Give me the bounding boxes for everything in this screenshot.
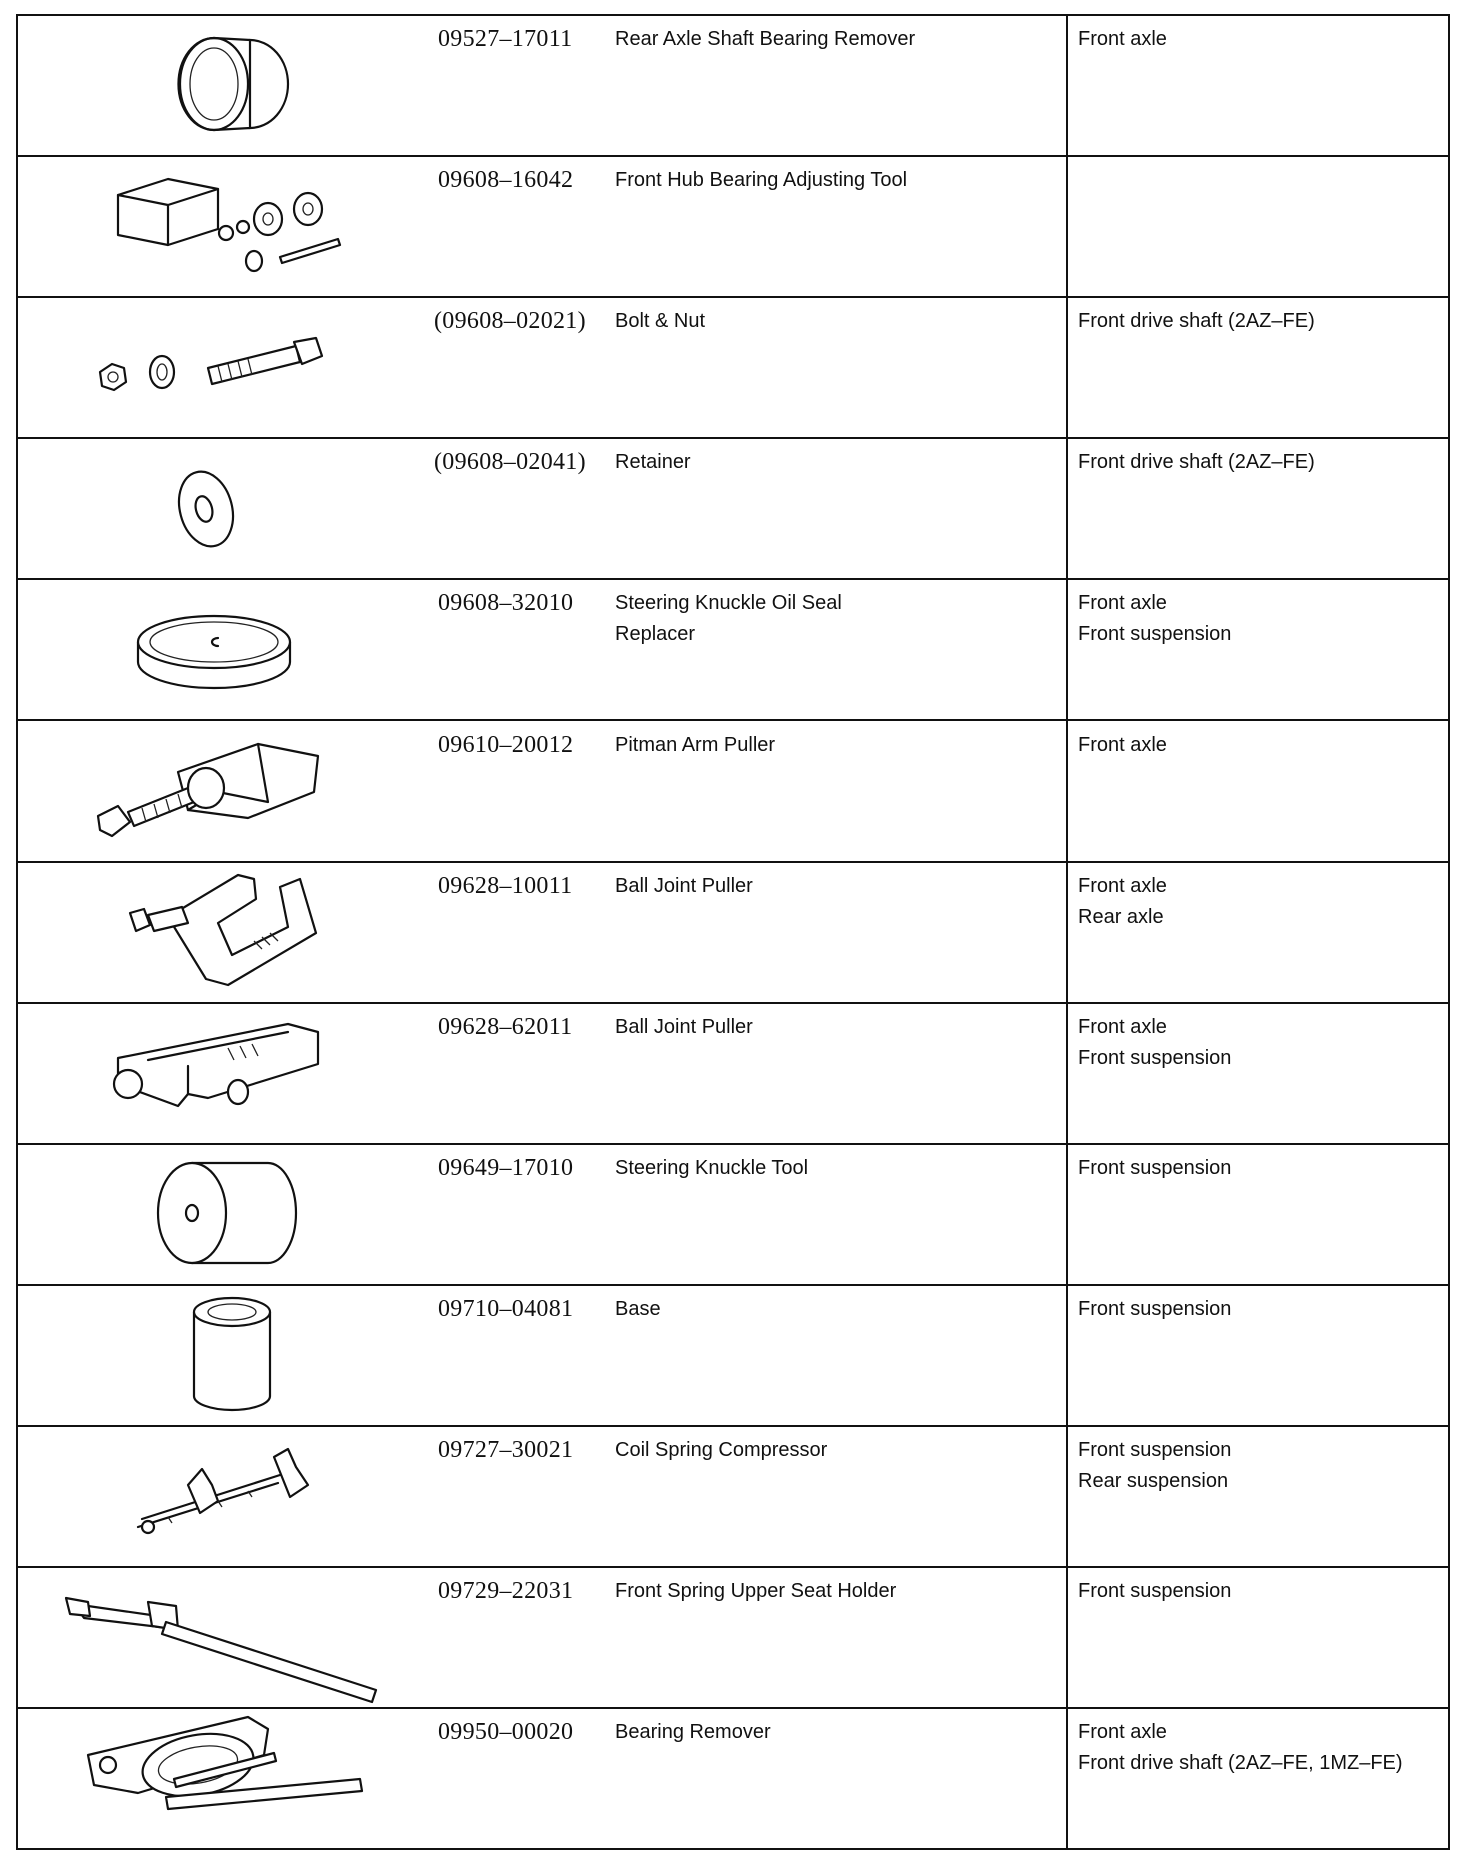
tool-name-line: Rear Axle Shaft Bearing Remover — [615, 28, 916, 50]
tool-name — [615, 1294, 1055, 1325]
special-service-tools-table — [16, 14, 1450, 1850]
usage-cell — [1078, 24, 1438, 55]
usage-item: Front suspension — [1078, 623, 1232, 645]
tool-name-line: Bolt & Nut — [615, 310, 706, 332]
tool-name-line: Ball Joint Puller — [615, 1016, 753, 1038]
tool-name-line: Replacer — [615, 623, 696, 645]
tool-row — [18, 1286, 1448, 1427]
usage-item: Front axle — [1078, 1721, 1167, 1743]
usage-item: Front drive shaft (2AZ–FE) — [1078, 451, 1315, 473]
usage-cell — [1078, 1717, 1438, 1779]
tool-name — [615, 1435, 1055, 1466]
usage-item: Front suspension — [1078, 1580, 1232, 1602]
tool-row — [18, 1145, 1448, 1286]
tool-name-line: Bearing Remover — [615, 1721, 771, 1743]
tool-name-line: Front Hub Bearing Adjusting Tool — [615, 169, 908, 191]
part-number: 09649–17010 — [438, 1155, 574, 1181]
usage-cell — [1078, 871, 1438, 933]
tool-row — [18, 298, 1448, 439]
usage-item: Front axle — [1078, 1016, 1167, 1038]
usage-cell — [1078, 306, 1438, 337]
tool-name — [615, 730, 1055, 761]
ball-joint-puller-frame-icon — [18, 1004, 438, 1143]
coil-spring-compressor-icon — [18, 1427, 438, 1566]
tool-name — [615, 165, 1055, 196]
tool-name — [615, 1576, 1055, 1607]
tool-name — [615, 306, 1055, 337]
part-number: 09608–16042 — [438, 167, 574, 193]
tool-row — [18, 439, 1448, 580]
bearing-remover-splitter-icon — [18, 1709, 438, 1848]
bolt-and-nut-icon — [18, 298, 438, 437]
part-number: 09950–00020 — [438, 1719, 574, 1745]
spring-seat-holder-icon — [18, 1568, 438, 1707]
tool-name-line: Steering Knuckle Tool — [615, 1157, 809, 1179]
part-number: 09710–04081 — [438, 1296, 574, 1322]
tool-name-line: Pitman Arm Puller — [615, 734, 776, 756]
usage-item: Front suspension — [1078, 1298, 1232, 1320]
pitman-arm-puller-icon — [18, 722, 438, 861]
usage-cell — [1078, 588, 1438, 650]
part-number: 09729–22031 — [438, 1578, 574, 1604]
tool-row — [18, 157, 1448, 298]
part-number: 09727–30021 — [438, 1437, 574, 1463]
tool-row — [18, 722, 1448, 863]
tool-name-line: Ball Joint Puller — [615, 875, 753, 897]
base-cylinder-icon — [18, 1286, 438, 1425]
usage-cell — [1078, 1576, 1438, 1607]
usage-item: Front drive shaft (2AZ–FE, 1MZ–FE) — [1078, 1752, 1403, 1774]
usage-cell — [1078, 730, 1438, 761]
tool-name-line: Coil Spring Compressor — [615, 1439, 828, 1461]
tool-name-line: Front Spring Upper Seat Holder — [615, 1580, 897, 1602]
part-number: 09527–17011 — [438, 26, 573, 52]
part-number: 09628–62011 — [438, 1014, 573, 1040]
usage-cell — [1078, 1012, 1438, 1074]
tool-row — [18, 580, 1448, 721]
tool-name — [615, 1153, 1055, 1184]
usage-item: Rear suspension — [1078, 1470, 1229, 1492]
part-number: (09608–02041) — [434, 449, 586, 475]
tool-row — [18, 1568, 1448, 1709]
usage-item: Front suspension — [1078, 1439, 1232, 1461]
tool-row — [18, 1427, 1448, 1568]
tool-row — [18, 863, 1448, 1004]
tool-row — [18, 1004, 1448, 1145]
tool-name — [615, 1717, 1055, 1748]
tool-name-line: Steering Knuckle Oil Seal — [615, 592, 842, 614]
bearing-remover-cup-icon — [18, 16, 438, 155]
tool-name — [615, 871, 1055, 902]
tool-name-line: Retainer — [615, 451, 691, 473]
part-number: 09608–32010 — [438, 590, 574, 616]
usage-cell — [1078, 447, 1438, 478]
retainer-washer-icon — [18, 439, 438, 578]
tool-row — [18, 1709, 1448, 1850]
usage-item: Front axle — [1078, 875, 1167, 897]
tool-name-line: Base — [615, 1298, 661, 1320]
tool-name — [615, 1012, 1055, 1043]
tool-row — [18, 16, 1448, 157]
usage-item: Front axle — [1078, 592, 1167, 614]
hub-bearing-tool-set-icon — [18, 157, 438, 296]
usage-item: Front suspension — [1078, 1157, 1232, 1179]
part-number: 09610–20012 — [438, 732, 574, 758]
usage-item: Front axle — [1078, 28, 1167, 50]
part-number: 09628–10011 — [438, 873, 573, 899]
tool-name — [615, 588, 1055, 650]
oil-seal-replacer-icon — [18, 580, 438, 719]
usage-cell — [1078, 1435, 1438, 1497]
tool-name — [615, 24, 1055, 55]
usage-item: Front drive shaft (2AZ–FE) — [1078, 310, 1315, 332]
usage-item: Front axle — [1078, 734, 1167, 756]
usage-item: Front suspension — [1078, 1047, 1232, 1069]
ball-joint-puller-c-icon — [18, 863, 438, 1002]
usage-cell — [1078, 1153, 1438, 1184]
usage-item: Rear axle — [1078, 906, 1164, 928]
part-number: (09608–02021) — [434, 308, 586, 334]
steering-knuckle-tool-icon — [18, 1145, 438, 1284]
tool-name — [615, 447, 1055, 478]
usage-cell — [1078, 1294, 1438, 1325]
